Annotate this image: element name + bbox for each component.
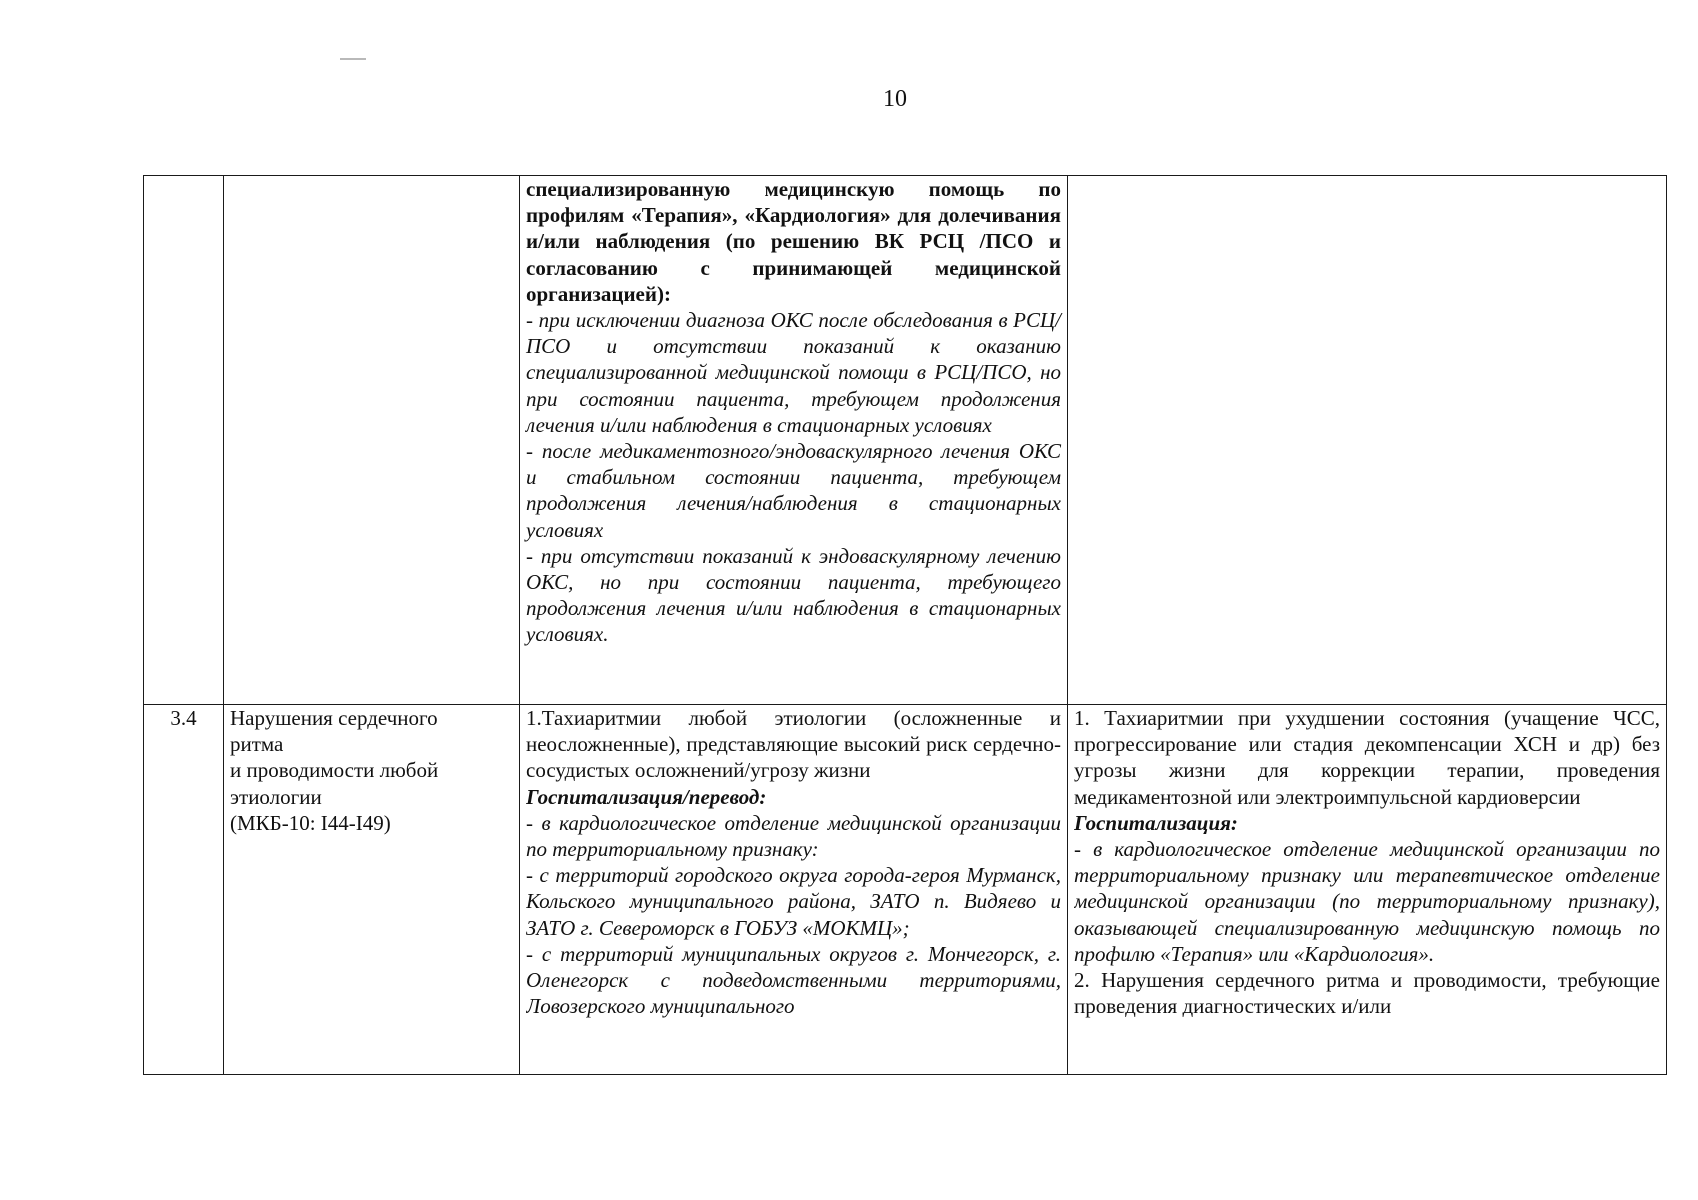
- paragraph: Госпитализация/перевод:: [526, 784, 767, 809]
- paragraph: - в кардиологическое отделение медицинской организации по территориальному признаку или терапевтическое отделение медицинской организации (по территориальному признаку), оказывающей специализированную медицинскую помощь по профилю «Терапия» или «Кардиология».: [1074, 837, 1660, 966]
- paragraph: 2. Нарушения сердечного ритма и проводимости, требующие проведения диагностических и/или: [1074, 968, 1660, 1019]
- diagnosis-name-line: этиологии: [230, 784, 322, 809]
- criteria-cell: [520, 176, 1068, 705]
- diagnosis-name-cell: [224, 176, 520, 705]
- alternative-criteria-cell: [1068, 176, 1667, 705]
- paragraph: Госпитализация:: [1074, 810, 1238, 835]
- diagnosis-name-lines: [230, 705, 513, 836]
- table-row-3-4: [144, 705, 1667, 1075]
- paragraph: - с территорий городского округа города-героя Мурманск, Кольского муниципального района, ЗАТО п. Видяево и ЗАТО г. Североморск в ГОБУЗ «МОКМЦ»;: [526, 863, 1061, 940]
- diagnosis-name-line: ритма: [230, 732, 284, 757]
- scan-artifact: [340, 58, 366, 60]
- paragraph: - при исключении диагноза ОКС после обследования в РСЦ/ПСО и отсутствии показаний к оказанию специализированной медицинской помощи в РСЦ/ПСО, но при состоянии пациента, требующем продолжения лечения и/или наблюдения в стационарных условиях: [526, 308, 1061, 437]
- alternative-criteria-paragraphs: [1074, 705, 1660, 1019]
- paragraph: - после медикаментозного/эндоваскулярного лечения ОКС и стабильном состоянии пациента, требующем продолжения лечения/наблюдения в стационарных условиях: [526, 439, 1061, 542]
- diagnosis-name-line: Нарушения сердечного: [230, 706, 438, 730]
- diagnosis-name-line: (МКБ-10: I44-I49): [230, 810, 391, 835]
- diagnosis-name-cell: [224, 705, 520, 1075]
- page-number: 10: [883, 86, 907, 112]
- paragraph: специализированную медицинскую помощь по профилям «Терапия», «Кардиология» для долечивания и/или наблюдения (по решению ВК РСЦ /ПСО и согласованию с принимающей медицинской организацией):: [526, 177, 1061, 306]
- care-routing-table: [143, 175, 1667, 1075]
- paragraph: - с территорий муниципальных округов г. Мончегорск, г. Оленегорск с подведомственными территориями, Ловозерского муниципального: [526, 941, 1061, 1019]
- paragraph: - в кардиологическое отделение медицинской организации по территориальному признаку:: [526, 810, 1061, 862]
- paragraph: - при отсутствии показаний к эндоваскулярному лечению ОКС, но при состоянии пациента, требующего продолжения лечения и/или наблюдения в стационарных условиях.: [526, 543, 1061, 647]
- table-row-continuation: [144, 176, 1667, 705]
- paragraph: 1.Тахиаритмии любой этиологии (осложненные и неосложненные), представляющие высокий риск сердечно-сосудистых осложнений/угрозу жизни: [526, 706, 1061, 783]
- row-number-cell: 3.4: [144, 705, 224, 1075]
- diagnosis-name-line: и проводимости любой: [230, 758, 439, 783]
- criteria-cell: [520, 705, 1068, 1075]
- alternative-criteria-cell: [1068, 705, 1667, 1075]
- criteria-paragraphs: [526, 176, 1061, 648]
- paragraph: 1. Тахиаритмии при ухудшении состояния (учащение ЧСС, прогрессирование или стадия декомпенсации ХСН и др) без угрозы жизни для коррекции терапии, проведения медикаментозной или электроимпульсной кардиоверсии: [1074, 706, 1660, 809]
- row-number-cell: [144, 176, 224, 705]
- criteria-paragraphs: [526, 705, 1061, 1019]
